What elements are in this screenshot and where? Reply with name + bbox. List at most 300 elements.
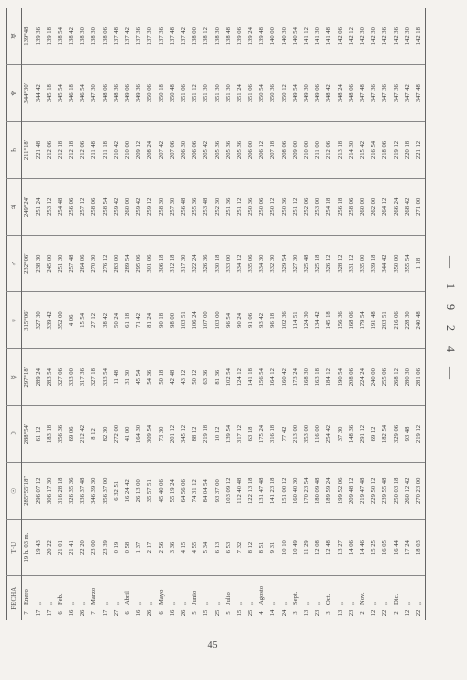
cell-uranus: 141 30 bbox=[314, 27, 322, 46]
cell-neptune: 346 18 bbox=[67, 65, 78, 122]
table-row bbox=[100, 8, 111, 620]
cell-mars: 355 54 bbox=[402, 235, 413, 292]
cell-tu: 6 13 bbox=[212, 519, 223, 576]
cell-jupiter: 259 42 bbox=[112, 178, 123, 235]
cell-jupiter: 250 36 bbox=[246, 178, 257, 235]
cell-venus: 103 51 bbox=[179, 292, 190, 349]
cell-sun: 180 09 48 bbox=[313, 462, 324, 519]
col-header-sun: ☉ bbox=[7, 462, 22, 519]
table-body bbox=[22, 8, 426, 620]
cell-tu: 13 27 bbox=[335, 519, 346, 576]
col-header-fecha: FECHA bbox=[7, 576, 22, 620]
cell-sun: 112 40 48 bbox=[235, 462, 246, 519]
cell-venus: 114 51 bbox=[291, 292, 302, 349]
cell-mars: 306 18 bbox=[156, 235, 167, 292]
cell-day: 6 bbox=[56, 611, 64, 615]
cell-mars: 317 30 bbox=[179, 235, 190, 292]
cell-jupiter: 251 12 bbox=[291, 178, 302, 235]
cell-day: 15 bbox=[235, 609, 243, 617]
table-row bbox=[291, 8, 302, 620]
cell-neptune: 350 18 bbox=[156, 65, 167, 122]
cell-saturn: 218 06 bbox=[380, 122, 391, 179]
cell-moon: 219 18 bbox=[201, 406, 212, 463]
cell-sun: 151 00 12 bbox=[279, 462, 290, 519]
cell-jupiter: 250 36 bbox=[279, 178, 290, 235]
cell-sun: 326 35 36 bbox=[67, 462, 78, 519]
cell-day: 15 bbox=[202, 609, 210, 617]
cell-uranus: 142 30 bbox=[358, 27, 366, 46]
cell-sun: 239 55 48 bbox=[380, 462, 391, 519]
cell-month: „ bbox=[44, 576, 55, 606]
cell-sun: 26 13 00 bbox=[134, 462, 145, 519]
cell-uranus: 138 00 bbox=[191, 27, 199, 46]
cell-jupiter: 253 12 bbox=[44, 178, 55, 235]
cell-venus: 50 24 bbox=[112, 292, 123, 349]
cell-tu: 19 43 bbox=[33, 519, 44, 576]
cell-sun: 84 04 54 bbox=[201, 462, 212, 519]
cell-neptune: 347 36 bbox=[369, 65, 380, 122]
cell-moon: 291 12 bbox=[358, 406, 369, 463]
cell-tu: 21 01 bbox=[56, 519, 67, 576]
cell-mars: 257 48 bbox=[67, 235, 78, 292]
cell-mars: 330 18 bbox=[212, 235, 223, 292]
cell-moon: 309 54 bbox=[145, 406, 156, 463]
cell-tu: 15 25 bbox=[369, 519, 380, 576]
cell-saturn: 211 18 bbox=[100, 122, 111, 179]
cell-mars: 251 30 bbox=[56, 235, 67, 292]
cell-day: 5 bbox=[224, 611, 232, 615]
cell-neptune: 351 30 bbox=[223, 65, 234, 122]
table-header bbox=[7, 8, 22, 620]
table-row bbox=[279, 8, 290, 620]
cell-venus: 93 42 bbox=[257, 292, 268, 349]
cell-mercury: 283 54 bbox=[44, 349, 55, 406]
cell-day: 27 bbox=[112, 609, 120, 617]
cell-uranus: 138 12 bbox=[202, 27, 210, 46]
cell-saturn: 208 24 bbox=[145, 122, 156, 179]
cell-day: 3 bbox=[291, 611, 299, 615]
cell-day: 22 bbox=[414, 606, 426, 620]
cell-neptune: 347 36 bbox=[391, 65, 402, 122]
cell-mars: 326 36 bbox=[201, 235, 212, 292]
cell-tu: 23 00 bbox=[89, 519, 100, 576]
cell-mars: 283 00 bbox=[112, 235, 123, 292]
cell-uranus: 140 54 bbox=[291, 27, 299, 46]
cell-venus: 179 54 bbox=[358, 292, 369, 349]
cell-uranus: 137 36 bbox=[135, 27, 143, 46]
cell-month: „ bbox=[179, 576, 190, 606]
cell-jupiter: 249°24′ bbox=[22, 178, 34, 235]
cell-neptune: 347 36 bbox=[380, 65, 391, 122]
cell-moon: 10 12 bbox=[212, 406, 223, 463]
cell-moon: 73 30 bbox=[156, 406, 167, 463]
cell-mercury: 333 54 bbox=[100, 349, 111, 406]
cell-jupiter: 260 00 bbox=[123, 178, 134, 235]
cell-venus: 98 00 bbox=[168, 292, 179, 349]
cell-day: 2 bbox=[358, 611, 366, 615]
cell-mars: 329 54 bbox=[279, 235, 290, 292]
year-header-text: — 1 9 2 4 — bbox=[443, 255, 458, 385]
cell-saturn: 205 36 bbox=[235, 122, 246, 179]
cell-uranus: 141 12 bbox=[303, 27, 311, 46]
cell-moon: 61 12 bbox=[33, 406, 44, 463]
cell-month: „ bbox=[212, 576, 223, 606]
cell-month: „ bbox=[279, 576, 290, 606]
cell-jupiter: 256 48 bbox=[179, 178, 190, 235]
cell-month: „ bbox=[145, 576, 156, 606]
cell-month: Julio bbox=[223, 576, 234, 606]
cell-venus: 81 24 bbox=[145, 292, 156, 349]
cell-month: „ bbox=[380, 576, 391, 606]
cell-tu: 2 17 bbox=[145, 519, 156, 576]
cell-jupiter: 251 12 bbox=[235, 178, 246, 235]
table-row bbox=[414, 8, 426, 620]
table-row bbox=[369, 8, 380, 620]
year-header bbox=[433, 0, 467, 640]
cell-neptune: 348 06 bbox=[100, 65, 111, 122]
cell-day: 2 bbox=[392, 611, 400, 615]
cell-uranus: 138 06 bbox=[101, 27, 109, 46]
cell-jupiter: 250 06 bbox=[257, 178, 268, 235]
cell-jupiter: 252 06 bbox=[302, 178, 313, 235]
cell-saturn: 210 00 bbox=[302, 122, 313, 179]
cell-venus: 191 48 bbox=[369, 292, 380, 349]
cell-venus: 107 00 bbox=[201, 292, 212, 349]
cell-month: Mayo bbox=[156, 576, 167, 606]
cell-mercury: 297°18′ bbox=[22, 349, 34, 406]
cell-saturn: 206 30 bbox=[179, 122, 190, 179]
cell-tu: 4 55 bbox=[190, 519, 201, 576]
cell-mercury: 240 00 bbox=[369, 349, 380, 406]
cell-day: 13 bbox=[336, 609, 344, 617]
cell-day: 17 bbox=[101, 609, 109, 617]
cell-moon: 164 30 bbox=[134, 406, 145, 463]
cell-uranus: 139°48 bbox=[23, 26, 31, 46]
cell-saturn: 211°18′ bbox=[22, 122, 34, 179]
cell-month: Agosto bbox=[257, 576, 268, 606]
ephemeris-table-rotated bbox=[6, 8, 426, 620]
table-row bbox=[257, 8, 268, 620]
cell-tu: 14 46 bbox=[358, 519, 369, 576]
cell-mars: 350 00 bbox=[391, 235, 402, 292]
cell-mercury: 164 12 bbox=[268, 349, 279, 406]
cell-tu: 8 12 bbox=[246, 519, 257, 576]
cell-jupiter: 250 12 bbox=[268, 178, 279, 235]
cell-saturn: 206 06 bbox=[190, 122, 201, 179]
cell-mars: 295 06 bbox=[134, 235, 145, 292]
cell-saturn: 221 48 bbox=[33, 122, 44, 179]
cell-day: 25 bbox=[247, 609, 255, 617]
cell-uranus: 140 30 bbox=[280, 27, 288, 46]
cell-tu: 9 31 bbox=[268, 519, 279, 576]
cell-tu: 18 03 bbox=[414, 519, 426, 576]
cell-venus: 156 36 bbox=[335, 292, 346, 349]
cell-mars: 232°06′ bbox=[22, 235, 34, 292]
cell-uranus: 142 30 bbox=[403, 27, 411, 46]
cell-saturn: 213 18 bbox=[335, 122, 346, 179]
cell-tu: 0 58 bbox=[123, 519, 134, 576]
cell-tu: 12 08 bbox=[313, 519, 324, 576]
cell-month: „ bbox=[268, 576, 279, 606]
cell-month: Junio bbox=[190, 576, 201, 606]
cell-neptune: 349 06 bbox=[313, 65, 324, 122]
cell-jupiter: 253 00 bbox=[313, 178, 324, 235]
cell-jupiter: 254 18 bbox=[324, 178, 335, 235]
cell-sun: 131 47 48 bbox=[257, 462, 268, 519]
cell-sun: 103 09 12 bbox=[223, 462, 234, 519]
cell-sun: 35 57 51 bbox=[145, 462, 156, 519]
cell-saturn: 212 18 bbox=[67, 122, 78, 179]
cell-sun: 160 40 30 bbox=[291, 462, 302, 519]
cell-mars: 270 30 bbox=[89, 235, 100, 292]
cell-neptune: 351 24 bbox=[235, 65, 246, 122]
cell-moon: 213 00 bbox=[291, 406, 302, 463]
cell-month: „ bbox=[67, 576, 78, 606]
table-row bbox=[246, 8, 257, 620]
cell-neptune: 348 36 bbox=[112, 65, 123, 122]
cell-sun: 199 52 06 bbox=[335, 462, 346, 519]
cell-mercury: 173 24 bbox=[291, 349, 302, 406]
cell-neptune: 348 42 bbox=[324, 65, 335, 122]
cell-day: 7 bbox=[90, 611, 98, 615]
cell-day: 3 bbox=[325, 611, 333, 615]
cell-day: 6 bbox=[124, 611, 132, 615]
cell-saturn: 206 12 bbox=[257, 122, 268, 179]
cell-uranus: 139 36 bbox=[34, 27, 42, 46]
cell-moon: 175 24 bbox=[257, 406, 268, 463]
cell-neptune: 350 48 bbox=[168, 65, 179, 122]
table-row bbox=[302, 8, 313, 620]
table-row bbox=[223, 8, 234, 620]
cell-mercury: 102 54 bbox=[223, 349, 234, 406]
cell-mercury: 281 06 bbox=[414, 349, 426, 406]
cell-mars: 264 06 bbox=[78, 235, 89, 292]
cell-mercury: 63 36 bbox=[201, 349, 212, 406]
cell-tu: 0 19 bbox=[112, 519, 123, 576]
cell-tu: 16 44 bbox=[391, 519, 402, 576]
cell-jupiter: 252 30 bbox=[212, 178, 223, 235]
cell-venus: 124 30 bbox=[302, 292, 313, 349]
cell-month: Feb. bbox=[56, 576, 67, 606]
cell-venus: 91 06 bbox=[246, 292, 257, 349]
cell-moon: 356 36 bbox=[56, 406, 67, 463]
cell-jupiter: 259 12 bbox=[145, 178, 156, 235]
cell-day: 23 bbox=[314, 609, 322, 617]
cell-month: „ bbox=[168, 576, 179, 606]
cell-moon: 219 12 bbox=[414, 406, 426, 463]
cell-saturn: 210 42 bbox=[112, 122, 123, 179]
cell-venus: 203 51 bbox=[380, 292, 391, 349]
col-header-mars: ♂ bbox=[7, 235, 22, 292]
table-row bbox=[33, 8, 44, 620]
table-row bbox=[145, 8, 156, 620]
table-row bbox=[190, 8, 201, 620]
table-row bbox=[67, 8, 78, 620]
table-row bbox=[313, 8, 324, 620]
cell-venus: 96 18 bbox=[268, 292, 279, 349]
cell-neptune: 349 54 bbox=[291, 65, 302, 122]
cell-day: 12 bbox=[403, 609, 411, 617]
cell-moon: 353 00 bbox=[302, 406, 313, 463]
cell-jupiter: 266 24 bbox=[391, 178, 402, 235]
cell-moon: 77 42 bbox=[279, 406, 290, 463]
table-row bbox=[324, 8, 335, 620]
cell-sun: 250 03 18 bbox=[391, 462, 402, 519]
cell-mercury: 268 12 bbox=[391, 349, 402, 406]
cell-mars: 1 18 bbox=[414, 235, 426, 292]
cell-sun: 356 37 00 bbox=[100, 462, 111, 519]
cell-mars: 327 30 bbox=[291, 235, 302, 292]
cell-tu: 16 05 bbox=[380, 519, 391, 576]
cell-moon: 254 42 bbox=[324, 406, 335, 463]
cell-tu: 1 37 bbox=[134, 519, 145, 576]
cell-neptune: 350 12 bbox=[279, 65, 290, 122]
cell-venus: 228 30 bbox=[402, 292, 413, 349]
cell-neptune: 349 36 bbox=[134, 65, 145, 122]
cell-day: 25 bbox=[213, 609, 221, 617]
cell-day: 16 bbox=[135, 609, 143, 617]
cell-jupiter: 256 18 bbox=[335, 178, 346, 235]
cell-sun: 74 31 12 bbox=[190, 462, 201, 519]
cell-day: 17 bbox=[45, 609, 53, 617]
cell-moon: 37 30 bbox=[335, 406, 346, 463]
cell-jupiter: 255 36 bbox=[190, 178, 201, 235]
cell-tu: 12 48 bbox=[324, 519, 335, 576]
cell-venus: 134 42 bbox=[313, 292, 324, 349]
cell-mars: 325 48 bbox=[302, 235, 313, 292]
cell-mars: 334 12 bbox=[235, 235, 246, 292]
cell-moon: 329 06 bbox=[391, 406, 402, 463]
col-header-moon: ☽ bbox=[7, 406, 22, 463]
cell-day: 13 bbox=[303, 609, 311, 617]
cell-mars: 335 00 bbox=[358, 235, 369, 292]
cell-uranus: 142 18 bbox=[414, 8, 426, 65]
cell-mercury: 160 42 bbox=[279, 349, 290, 406]
cell-neptune: 351 06 bbox=[179, 65, 190, 122]
cell-saturn: 205 42 bbox=[201, 122, 212, 179]
cell-mars: 276 12 bbox=[100, 235, 111, 292]
cell-mars: 245 00 bbox=[44, 235, 55, 292]
cell-sun: 16 24 42 bbox=[123, 462, 134, 519]
cell-saturn: 207 42 bbox=[156, 122, 167, 179]
cell-neptune: 348 24 bbox=[335, 65, 346, 122]
col-header-saturn: ♄ bbox=[7, 122, 22, 179]
cell-tu: 2 56 bbox=[156, 519, 167, 576]
cell-mercury: 280 30 bbox=[402, 349, 413, 406]
cell-venus: 339 42 bbox=[44, 292, 55, 349]
cell-mars: 334 30 bbox=[257, 235, 268, 292]
cell-mars: 238 30 bbox=[33, 235, 44, 292]
cell-neptune: 351 30 bbox=[201, 65, 212, 122]
cell-tu: 6 53 bbox=[223, 519, 234, 576]
cell-sun: 209 48 12 bbox=[347, 462, 358, 519]
cell-uranus: 139 24 bbox=[247, 27, 255, 46]
cell-jupiter: 268 42 bbox=[402, 178, 413, 235]
cell-sun: 6 32 51 bbox=[112, 462, 123, 519]
cell-month: Oct. bbox=[324, 576, 335, 606]
cell-saturn: 212 06 bbox=[324, 122, 335, 179]
cell-sun: 285°55′18″ bbox=[22, 462, 34, 519]
cell-saturn: 220 18 bbox=[402, 122, 413, 179]
cell-month: „ bbox=[402, 576, 413, 606]
cell-day: 24 bbox=[280, 609, 288, 617]
cell-saturn: 215 42 bbox=[358, 122, 369, 179]
cell-jupiter: 258 06 bbox=[347, 178, 358, 235]
cell-saturn: 206 00 bbox=[246, 122, 257, 179]
cell-day: 26 bbox=[146, 609, 154, 617]
cell-mercury: 333 00 bbox=[67, 349, 78, 406]
cell-day: 16 bbox=[68, 609, 76, 617]
cell-month: „ bbox=[33, 576, 44, 606]
cell-tu: 8 51 bbox=[257, 519, 268, 576]
cell-saturn: 214 30 bbox=[347, 122, 358, 179]
cell-day: 7 bbox=[23, 611, 31, 615]
cell-uranus: 139 06 bbox=[235, 27, 243, 46]
cell-mars: 328 12 bbox=[335, 235, 346, 292]
cell-neptune: 349 06 bbox=[123, 65, 134, 122]
table-row bbox=[391, 8, 402, 620]
cell-uranus: 137 30 bbox=[146, 27, 154, 46]
cell-venus: 38 42 bbox=[100, 292, 111, 349]
table-row bbox=[179, 8, 190, 620]
cell-saturn: 210 00 bbox=[123, 122, 134, 179]
cell-month: „ bbox=[302, 576, 313, 606]
cell-mars: 331 12 bbox=[347, 235, 358, 292]
cell-tu: 17 24 bbox=[402, 519, 413, 576]
cell-saturn: 212 06 bbox=[78, 122, 89, 179]
cell-day: 4 bbox=[258, 611, 266, 615]
cell-tu: 19 h. 03 m. bbox=[22, 519, 34, 576]
cell-neptune: 349 30 bbox=[302, 65, 313, 122]
table-row bbox=[402, 8, 413, 620]
cell-mercury: 327 06 bbox=[56, 349, 67, 406]
cell-uranus: 142 12 bbox=[347, 27, 355, 46]
cell-moon: 183 18 bbox=[44, 406, 55, 463]
cell-mars: 333 00 bbox=[223, 235, 234, 292]
cell-month: Enero bbox=[22, 576, 34, 606]
cell-mercury: 141 18 bbox=[246, 349, 257, 406]
cell-sun: 229 50 12 bbox=[369, 462, 380, 519]
cell-mercury: 42 48 bbox=[168, 349, 179, 406]
cell-venus: 4 06 bbox=[67, 292, 78, 349]
cell-uranus: 139 48 bbox=[258, 27, 266, 46]
cell-jupiter: 258 54 bbox=[100, 178, 111, 235]
cell-venus: 96 54 bbox=[223, 292, 234, 349]
cell-tu: 7 32 bbox=[235, 519, 246, 576]
cell-uranus: 138 30 bbox=[213, 27, 221, 46]
cell-mercury: 81 36 bbox=[212, 349, 223, 406]
cell-mercury: 327 18 bbox=[89, 349, 100, 406]
cell-month: „ bbox=[100, 576, 111, 606]
cell-mars: 289 54 bbox=[123, 235, 134, 292]
cell-tu: 5 34 bbox=[201, 519, 212, 576]
cell-saturn: 207 06 bbox=[168, 122, 179, 179]
cell-moon: 116 00 bbox=[313, 406, 324, 463]
table-row bbox=[380, 8, 391, 620]
cell-tu: 11 29 bbox=[302, 519, 313, 576]
cell-day: 26 bbox=[179, 609, 187, 617]
header-row bbox=[7, 8, 22, 620]
cell-tu: 10 10 bbox=[279, 519, 290, 576]
cell-neptune: 348 06 bbox=[347, 65, 358, 122]
cell-sun: 260 12 42 bbox=[402, 462, 413, 519]
cell-neptune: 345 18 bbox=[44, 65, 55, 122]
cell-moon: 316 18 bbox=[268, 406, 279, 463]
cell-day: 26 bbox=[79, 609, 87, 617]
cell-moon: 148 36 bbox=[347, 406, 358, 463]
cell-tu: 22 20 bbox=[78, 519, 89, 576]
cell-mercury: 50 18 bbox=[156, 349, 167, 406]
